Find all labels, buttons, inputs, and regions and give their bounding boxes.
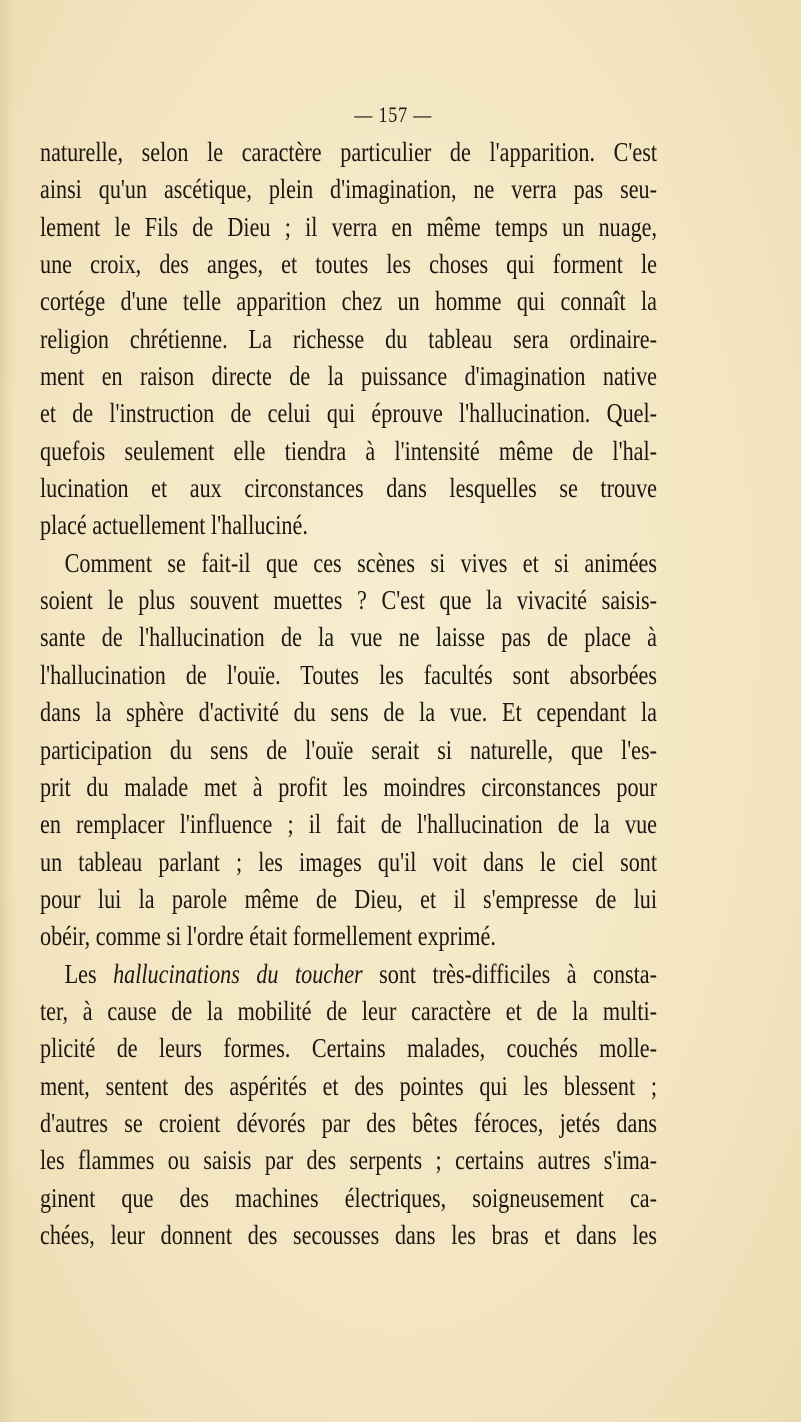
text-line: un tableau parlant ; les images qu'il voit dans le ciel sont [40, 846, 658, 877]
text-run: sont très-difficiles à consta- [362, 958, 658, 989]
text-line: chées, leur donnent des secousses dans les bras et dans les [40, 1219, 658, 1250]
italic-term: hallucinations du toucher [113, 958, 363, 989]
page-number-text: — 157 — [354, 102, 433, 127]
text-line: placé actuellement l'halluciné. [40, 510, 308, 541]
text-line: sante de l'hallucination de la vue ne laisse pas de place à [40, 622, 658, 653]
paragraph-2 [40, 545, 657, 956]
text-line: prit du malade met à profit les moindres circonstances pour [40, 771, 658, 802]
text-line: pour lui la parole même de Dieu, et il s'empresse de lui [40, 883, 658, 914]
text-line: ment en raison directe de la puissance d'imagination native [40, 361, 658, 392]
text-line: d'autres se croient dévorés par des bêtes féroces, jetés dans [40, 1107, 658, 1138]
text-line: dans la sphère d'activité du sens de la vue. Et cependant la [40, 697, 658, 728]
text-line: quefois seulement elle tiendra à l'intensité même de l'hal- [40, 435, 658, 466]
text-line: plicité de leurs formes. Certains malades, couchés molle- [40, 1033, 658, 1064]
text-line: et de l'instruction de celui qui éprouve l'hallucination. Quel- [40, 398, 658, 429]
paragraph-3 [40, 956, 657, 1255]
text-line: Comment se fait-il que ces scènes si vives et si animées [64, 547, 658, 578]
text-line: ter, à cause de la mobilité de leur caractère et de la multi- [40, 995, 658, 1026]
text-line: ment, sentent des aspérités et des pointes qui les blessent ; [40, 1070, 658, 1101]
text-line: ginent que des machines électriques, soigneusement ca- [40, 1182, 658, 1213]
text-line: obéir, comme si l'ordre était formellement exprimé. [40, 921, 496, 952]
text-line: l'hallucination de l'ouïe. Toutes les facultés sont absorbées [40, 659, 658, 690]
body-text [40, 134, 657, 1254]
text-line: lucination et aux circonstances dans lesquelles se trouve [40, 473, 658, 504]
page-edge-shadow [0, 0, 14, 1422]
paragraph-1 [40, 134, 657, 545]
text-line: lement le Fils de Dieu ; il verra en même temps un nuage, [40, 211, 658, 242]
text-line: soient le plus souvent muettes ? C'est que la vivacité saisis- [40, 585, 658, 616]
text-line: naturelle, selon le caractère particulier de l'apparition. C'est [40, 137, 658, 167]
text-line: une croix, des anges, et toutes les choses qui forment le [40, 249, 658, 280]
text-line: participation du sens de l'ouïe serait si naturelle, que l'es- [40, 734, 658, 765]
text-line: les flammes ou saisis par des serpents ; certains autres s'ima- [40, 1145, 658, 1176]
text-line [40, 956, 657, 993]
text-line: cortége d'une telle apparition chez un homme qui connaît la [40, 286, 658, 317]
text-line: religion chrétienne. La richesse du tableau sera ordinaire- [40, 323, 658, 354]
page-number [65, 102, 722, 128]
text-line: ainsi qu'un ascétique, plein d'imagination, ne verra pas seu- [40, 174, 658, 205]
text-run: Les [64, 958, 114, 989]
text-line: en remplacer l'influence ; il fait de l'hallucination de la vue [40, 809, 658, 840]
